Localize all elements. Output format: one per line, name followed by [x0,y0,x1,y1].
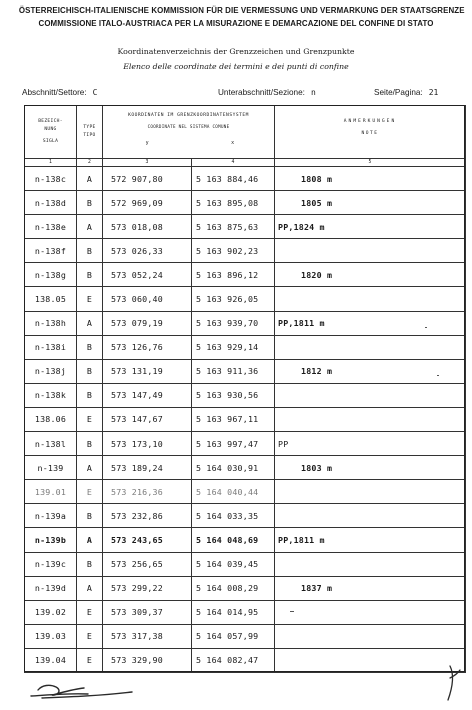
x-coordinate-cell: 5 163 911,36 [192,359,275,383]
y-coordinate-cell: 573 147,67 [103,407,192,431]
stray-mark [290,611,294,612]
x-coordinate-cell: 5 163 967,11 [192,407,275,431]
subsection-value: n [310,88,316,97]
subsection-label: Unterabschnitt/Sezione: [218,88,305,97]
designation-cell: 139.02 [25,600,77,624]
y-coordinate-cell: 573 052,24 [103,263,192,287]
type-cell: E [77,600,103,624]
type-cell: A [77,528,103,552]
note-cell: 1805 m [275,191,466,215]
note-cell: 1808 m [275,167,466,191]
y-coordinate-cell: 573 173,10 [103,432,192,456]
type-cell: A [77,215,103,239]
y-coordinate-cell: 573 079,19 [103,311,192,335]
header-designation-line3: SIGLA [42,139,59,144]
designation-cell: n-138d [25,191,77,215]
y-coordinate-cell: 573 026,33 [103,239,192,263]
type-cell: E [77,480,103,504]
header-designation-line1: BEZEICH- [38,119,63,124]
y-coordinate-cell: 573 256,65 [103,552,192,576]
type-cell: B [77,432,103,456]
y-coordinate-cell: 573 243,65 [103,528,192,552]
page-field [374,88,438,97]
header-designation-line2: NUNG [44,127,57,132]
document-subtitle-italian: Elenco delle coordinate dei termini e dei punti di confine [123,62,349,71]
commission-title-italian: COMMISSIONE ITALO-AUSTRIACA PER LA MISURAZIONE E DEMARCAZIONE DEL CONFINE DI STATO [38,18,434,28]
y-coordinate-cell: 573 131,19 [103,359,192,383]
page-label: Seite/Pagina: [374,88,423,97]
designation-cell: n-139a [25,504,77,528]
x-coordinate-cell: 5 163 896,12 [192,263,275,287]
x-coordinate-cell: 5 164 039,45 [192,552,275,576]
stray-mark [425,327,427,328]
type-cell: B [77,359,103,383]
document-subtitle-german: Koordinatenverzeichnis der Grenzzeichen und Grenzpunkte [117,47,355,56]
column-number-5: 5 [275,159,466,167]
note-cell: 1820 m [275,263,466,287]
section-label: Abschnitt/Settore: [22,88,87,97]
y-coordinate-cell: 573 309,37 [103,600,192,624]
x-coordinate-cell: 5 163 884,46 [192,167,275,191]
x-coordinate-cell: 5 163 875,63 [192,215,275,239]
designation-cell: 139.04 [25,648,77,672]
header-x-axis: x [231,140,235,146]
y-coordinate-cell: 573 329,90 [103,648,192,672]
header-type-line2: TIPO [83,133,96,138]
designation-cell: n-138h [25,311,77,335]
y-coordinate-cell: 573 317,38 [103,624,192,648]
designation-cell: 138.06 [25,407,77,431]
type-cell: B [77,191,103,215]
y-coordinate-cell: 573 060,40 [103,287,192,311]
y-coordinate-cell: 573 216,36 [103,480,192,504]
designation-cell: n-139 [25,456,77,480]
y-coordinate-cell: 573 232,86 [103,504,192,528]
x-coordinate-cell: 5 164 033,35 [192,504,275,528]
note-cell: PP,1811 m [275,528,466,552]
column-number-4: 4 [192,159,275,167]
subsection-field [218,88,316,97]
initials-mark-icon [444,664,464,704]
x-coordinate-cell: 5 163 997,47 [192,432,275,456]
note-cell: PP [275,432,466,456]
designation-cell: n-139b [25,528,77,552]
header-type-line1: TYPE [83,125,96,130]
y-coordinate-cell: 573 126,76 [103,335,192,359]
x-coordinate-cell: 5 164 030,91 [192,456,275,480]
designation-cell: n-138c [25,167,77,191]
designation-cell: 139.03 [25,624,77,648]
type-cell: B [77,239,103,263]
page-value: 21 [428,88,439,97]
stray-mark [437,375,439,376]
designation-cell: n-138e [25,215,77,239]
designation-cell: n-139c [25,552,77,576]
header-coordinates-line2: COORDINATE NEL SISTEMA COMUNE [147,124,230,129]
column-number-2: 2 [77,159,103,167]
note-cell: 1803 m [275,456,466,480]
type-cell: B [77,552,103,576]
x-coordinate-cell: 5 163 895,08 [192,191,275,215]
x-coordinate-cell: 5 163 939,70 [192,311,275,335]
x-coordinate-cell: 5 164 008,29 [192,576,275,600]
designation-cell: n-139d [25,576,77,600]
type-cell: E [77,648,103,672]
x-coordinate-cell: 5 164 040,44 [192,480,275,504]
type-cell: E [77,624,103,648]
designation-cell: n-138k [25,383,77,407]
header-notes-line1: ANMERKUNGEN [343,119,397,124]
y-coordinate-cell: 573 189,24 [103,456,192,480]
designation-cell: n-138l [25,432,77,456]
designation-cell: 138.05 [25,287,77,311]
header-coordinates-line1: KOORDINATEN IM GRENZKOORDINATENSYSTEM [128,113,249,118]
designation-cell: n-138i [25,335,77,359]
column-number-1: 1 [25,159,77,167]
x-coordinate-cell: 5 164 048,69 [192,528,275,552]
type-cell: E [77,287,103,311]
column-number-3: 3 [103,159,192,167]
section-value: C [92,88,98,97]
note-cell: PP,1811 m [275,311,466,335]
type-cell: B [77,383,103,407]
commission-title-german: ÖSTERREICHISCH-ITALIENISCHE KOMMISSION FÜR DIE VERMESSUNG UND VERMARKUNG DER STAATSGRENZE [18,5,465,15]
type-cell: B [77,263,103,287]
type-cell: E [77,407,103,431]
note-cell: 1837 m [275,576,466,600]
designation-cell: 139.01 [25,480,77,504]
x-coordinate-cell: 5 163 929,14 [192,335,275,359]
y-coordinate-cell: 572 969,09 [103,191,192,215]
signature-icon [28,676,138,702]
x-coordinate-cell: 5 164 014,95 [192,600,275,624]
x-coordinate-cell: 5 164 057,99 [192,624,275,648]
header-notes-line2: NOTE [361,131,379,136]
x-coordinate-cell: 5 163 926,05 [192,287,275,311]
designation-cell: n-138g [25,263,77,287]
type-cell: A [77,167,103,191]
note-cell: PP,1824 m [275,215,466,239]
x-coordinate-cell: 5 164 082,47 [192,648,275,672]
type-cell: B [77,504,103,528]
table-outer-border [24,105,465,672]
x-coordinate-cell: 5 163 930,56 [192,383,275,407]
x-coordinate-cell: 5 163 902,23 [192,239,275,263]
type-cell: B [77,335,103,359]
y-coordinate-cell: 572 907,80 [103,167,192,191]
designation-cell: n-138j [25,359,77,383]
type-cell: A [77,311,103,335]
type-cell: A [77,576,103,600]
note-cell: 1812 m [275,359,466,383]
y-coordinate-cell: 573 299,22 [103,576,192,600]
type-cell: A [77,456,103,480]
y-coordinate-cell: 573 147,49 [103,383,192,407]
designation-cell: n-138f [25,239,77,263]
header-y-axis: y [145,140,149,146]
section-field [22,88,97,97]
y-coordinate-cell: 573 018,08 [103,215,192,239]
